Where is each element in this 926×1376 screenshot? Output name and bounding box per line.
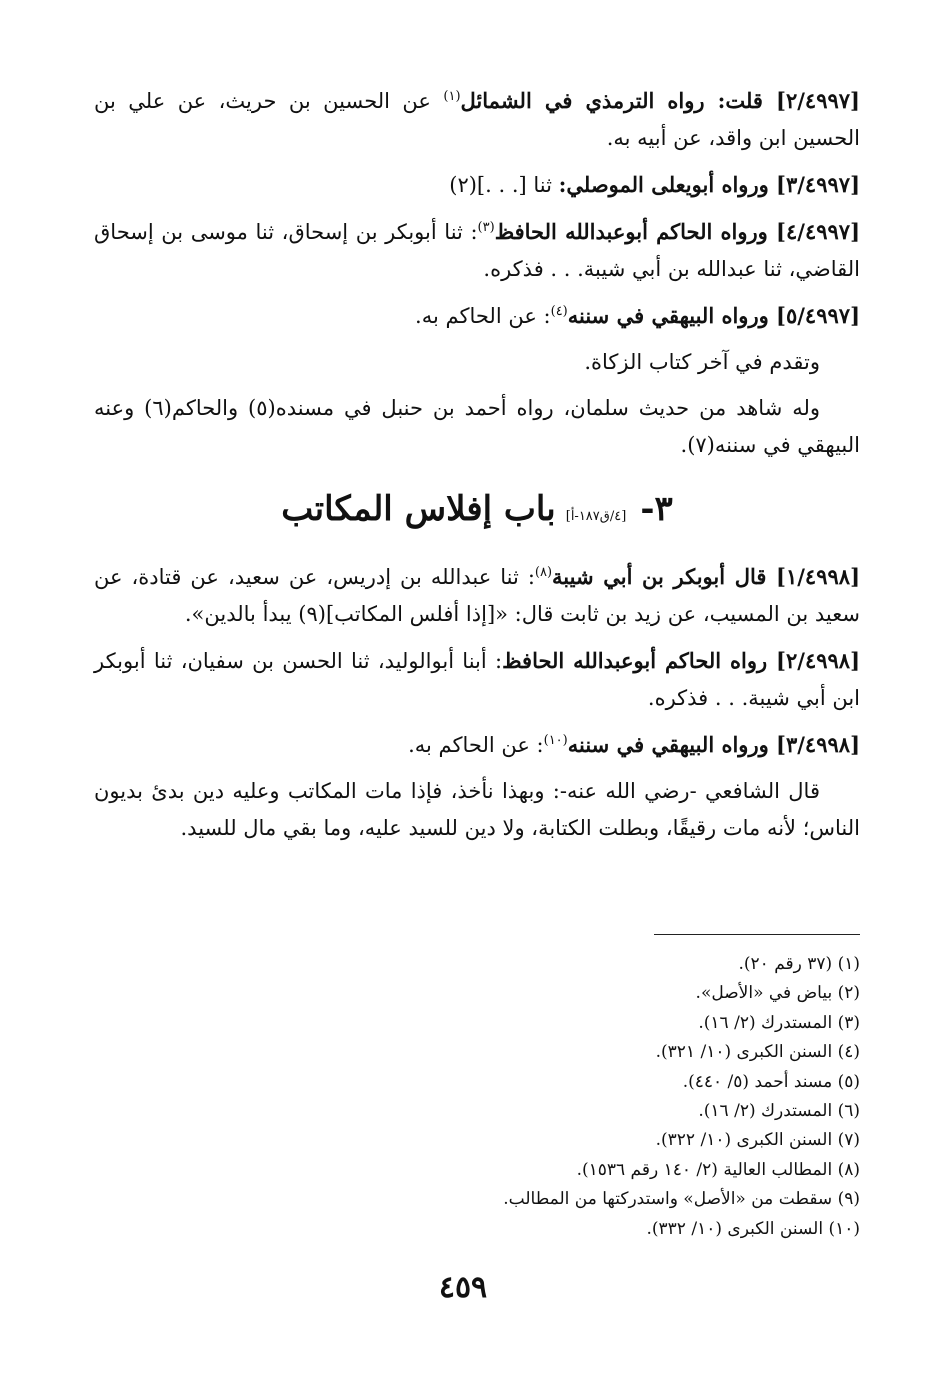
hadith-reference: [٤/٤٩٩٧] ورواه الحاكم أبوعبدالله الحافظ — [494, 219, 861, 244]
hadith-paragraph — [94, 642, 860, 717]
footnote-marker: (٨) — [534, 565, 553, 580]
hadith-text: : أبنا أبوالوليد، ثنا الحسن بن سفيان، ثنا أبوبكر ابن أبي شيبة. . . فذكره. — [94, 649, 860, 710]
footnote: (٨) المطالب العالية (٢/ ١٤٠ رقم ١٥٣٦). — [576, 1159, 860, 1180]
footnote: (٣) المستدرك (٢/ ١٦). — [698, 1012, 860, 1033]
hadith-text: : عن الحاكم به. — [415, 304, 551, 328]
hadith-text: ثنا [. . .](٢) — [449, 173, 559, 197]
footnote: (٦) المستدرك (٢/ ١٦). — [698, 1101, 860, 1122]
commentary-text: وتقدم في آخر كتاب الزكاة. — [584, 350, 820, 374]
hadith-text: : ثنا عبدالله بن إدريس، عن سعيد، عن قتادة، عن سعيد بن المسيب، عن زيد بن ثابت قال: «[إذا أفلس المكاتب](٩) يبدأ بالدين». — [94, 565, 860, 626]
footnote: (٥) مسند أحمد (٥/ ٤٤٠). — [682, 1071, 860, 1092]
hadith-reference: [٥/٤٩٩٧] ورواه البيهقي في سننه — [567, 303, 860, 328]
hadith-text: عن الحسين بن حريث، عن علي بن الحسين ابن واقد، عن أبيه به. — [94, 89, 860, 150]
footnote-marker: (٤) — [550, 304, 568, 319]
commentary-text: قال الشافعي -رضي الله عنه-: وبهذا نأخذ، فإذا مات المكاتب وعليه دين بدئ بديون الناس؛ لأنه مات رقيقًا، وبطلت الكتابة، ولا دين للسيد عليه، وما بقي مال للسيد. — [94, 779, 860, 840]
footnote-divider — [654, 934, 860, 935]
footnote: (٧) السنن الكبرى (١٠/ ٣٢٢). — [655, 1130, 860, 1151]
manuscript-page-ref: [٤/ق١٨٧-أ] — [565, 509, 627, 524]
page-number: ٤٥٩ — [438, 1270, 488, 1305]
hadith-paragraph — [94, 166, 860, 204]
commentary-paragraph — [94, 344, 860, 381]
footnote-marker: (١٠) — [543, 733, 568, 748]
commentary-text: وله شاهد من حديث سلمان، رواه أحمد بن حنبل في مسنده(٥) والحاكم(٦) وعنه البيهقي في سننه(٧). — [94, 396, 860, 457]
footnote-marker: (٣) — [477, 220, 495, 235]
hadith-paragraph — [94, 558, 860, 633]
footnote-marker: (١) — [443, 89, 461, 104]
footnote: (٤) السنن الكبرى (١٠/ ٣٢١). — [655, 1042, 860, 1063]
footnotes-list — [94, 950, 860, 1244]
hadith-reference: [١/٤٩٩٨] قال أبوبكر بن أبي شيبة — [552, 564, 860, 589]
commentary-paragraph — [94, 773, 860, 847]
chapter-heading — [94, 486, 860, 540]
hadith-reference: [٣/٤٩٩٨] ورواه البيهقي في سننه — [567, 732, 860, 757]
footnote: (١) (٣٧ رقم ٢٠). — [738, 954, 860, 974]
hadith-paragraph — [94, 726, 860, 764]
footnote: (١٠) السنن الكبرى (١٠/ ٣٣٢). — [646, 1218, 860, 1239]
hadith-text: : عن الحاكم به. — [408, 733, 544, 757]
hadith-paragraph — [94, 297, 860, 335]
hadith-reference: [٢/٤٩٩٨] رواه الحاكم أبوعبدالله الحافظ — [502, 648, 861, 673]
hadith-reference: [٣/٤٩٩٧] ورواه أبويعلى الموصلي: — [558, 172, 860, 197]
footnote: (٢) بياض في «الأصل». — [695, 983, 860, 1004]
hadith-paragraph — [94, 213, 860, 288]
hadith-text: : ثنا أبوبكر بن إسحاق، ثنا موسى بن إسحاق القاضي، ثنا عبدالله بن أبي شيبة. . . فذكره. — [94, 220, 860, 281]
hadith-reference: [٢/٤٩٩٧] قلت: رواه الترمذي في الشمائل — [460, 88, 860, 113]
hadith-paragraph — [94, 82, 860, 157]
chapter-title: باب إفلاس المكاتب — [281, 489, 556, 529]
commentary-paragraph — [94, 390, 860, 464]
footnote: (٩) سقطت من «الأصل» واستدركتها من المطالب. — [503, 1189, 860, 1210]
chapter-number: ٣- — [640, 489, 673, 529]
